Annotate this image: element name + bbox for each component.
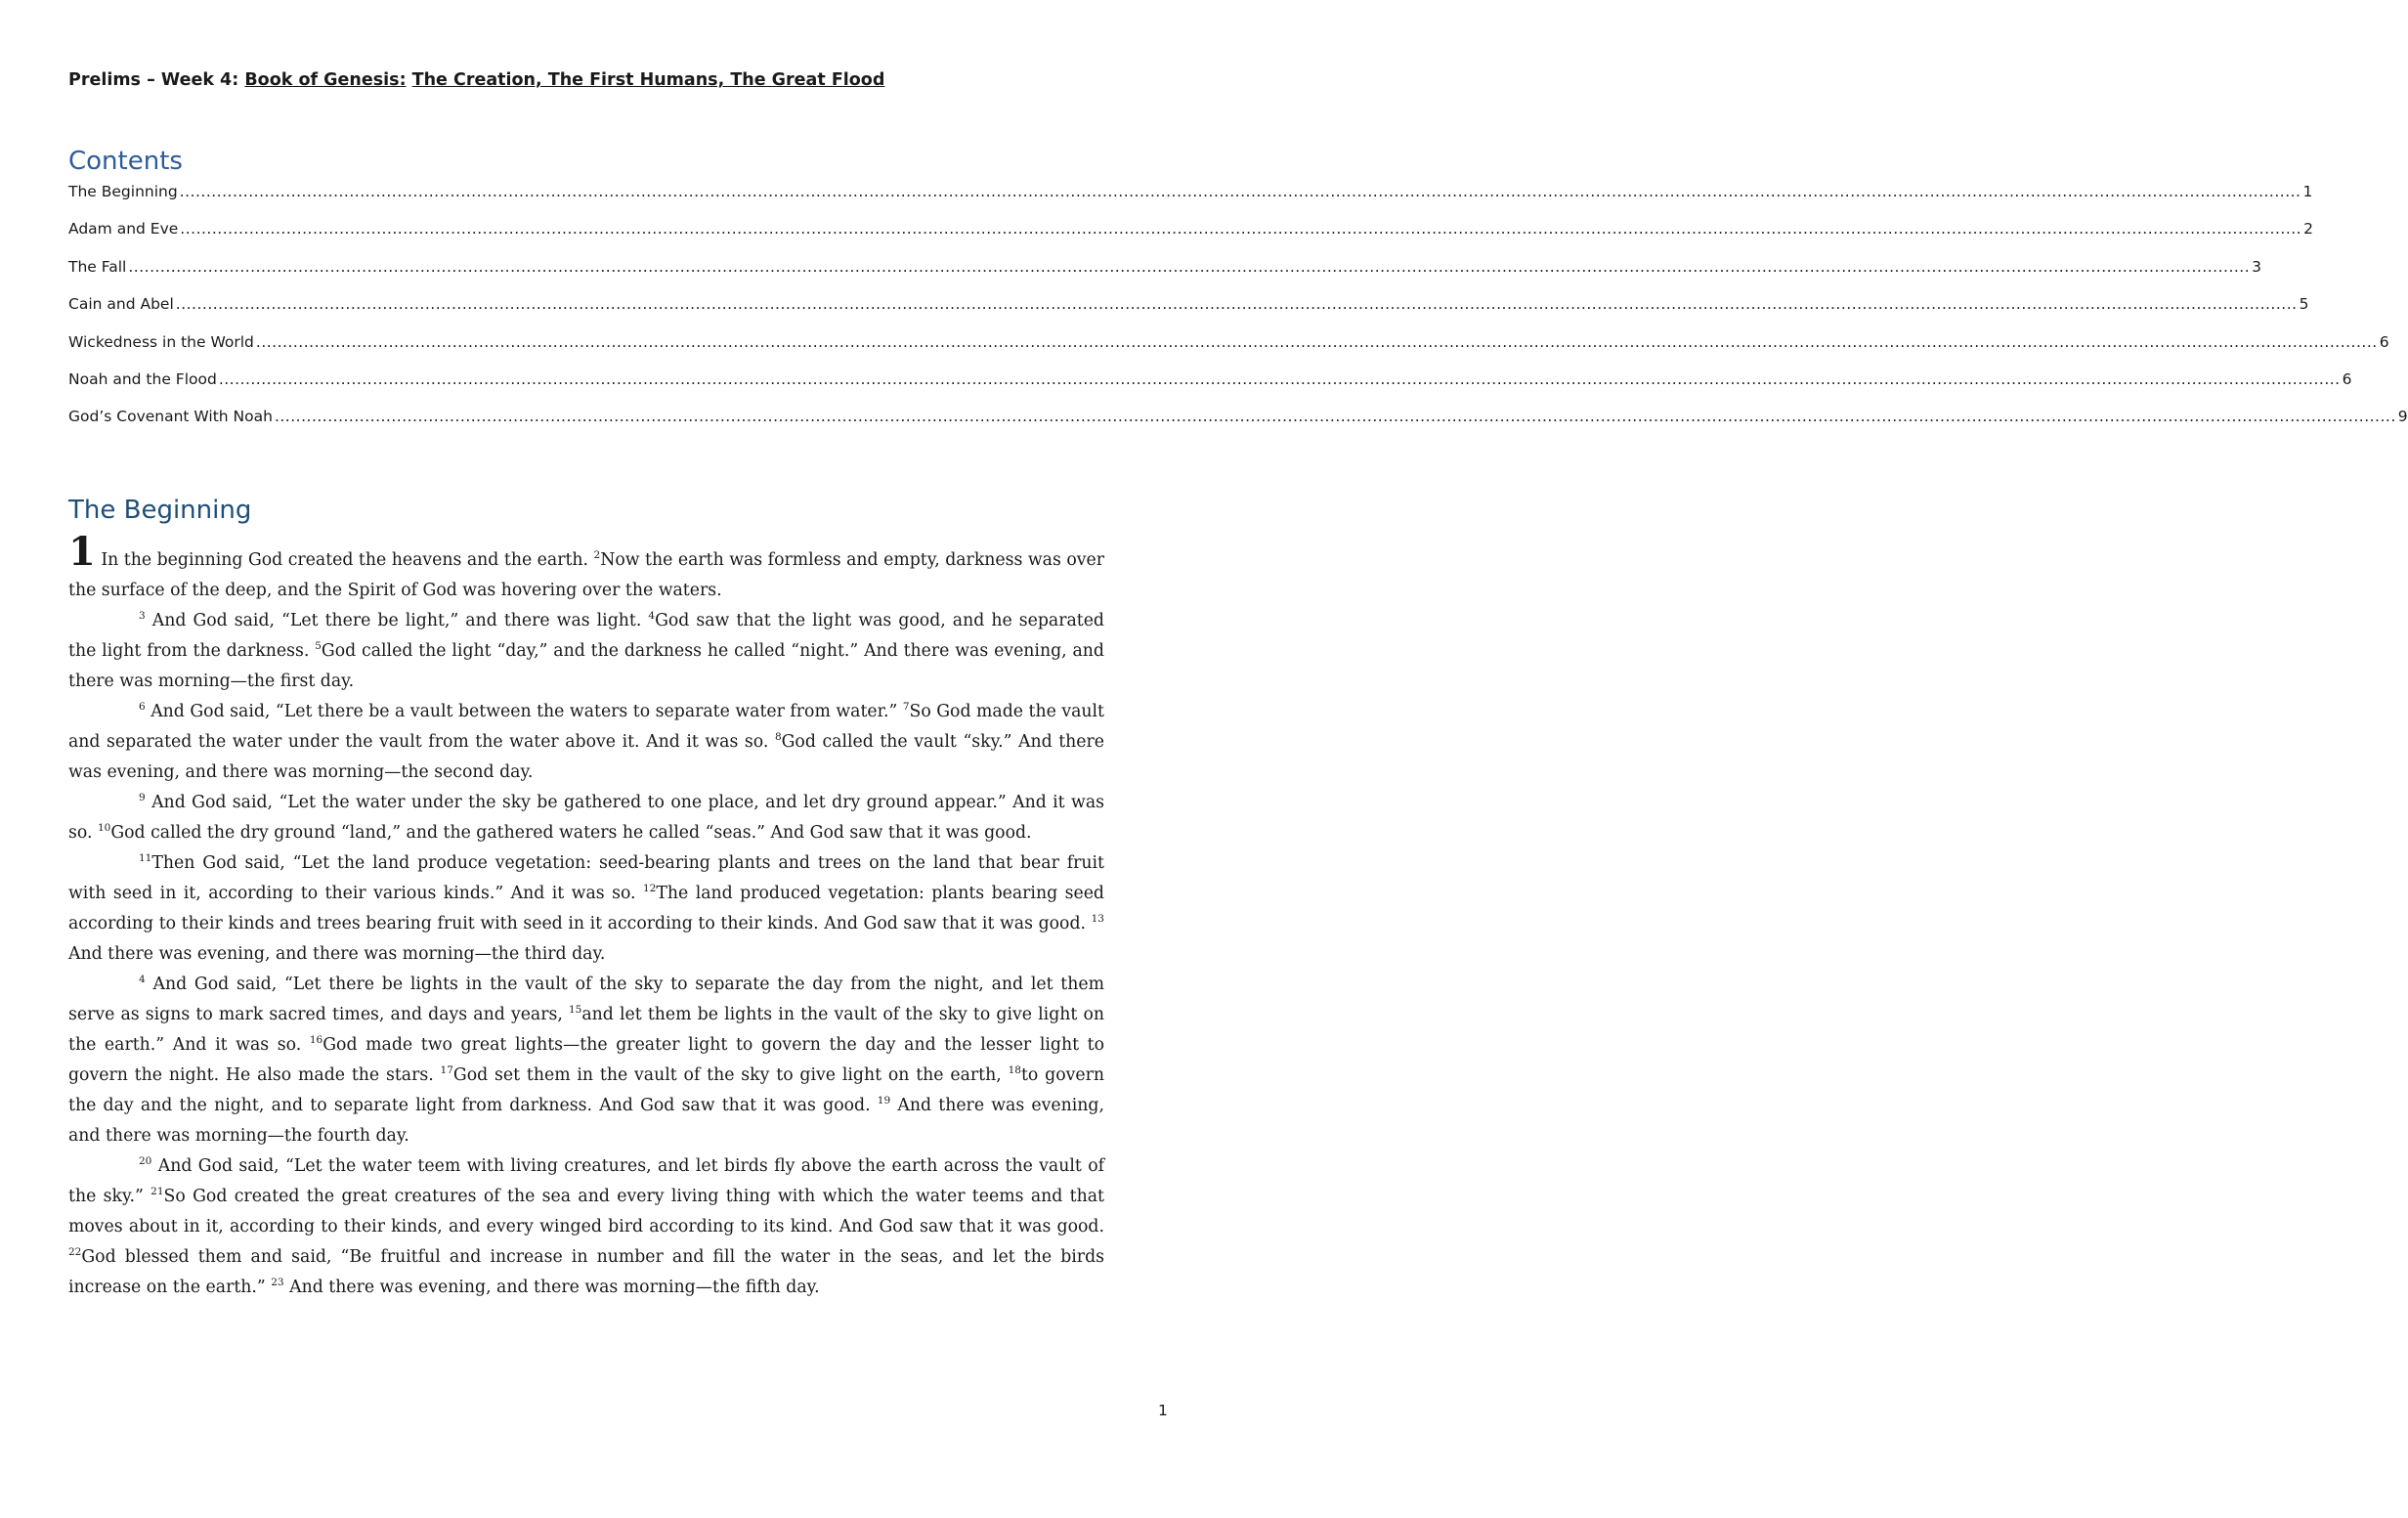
toc-entry[interactable] <box>68 408 2408 445</box>
toc-leader-dots: ................................................................................................................................................................................................................................................................................................................................................................................................................ <box>274 408 2396 426</box>
toc-leader-dots: ................................................................................................................................................................................................................................................................................................................................................................................................................ <box>218 369 2341 388</box>
verse-number: 17 <box>440 1064 453 1077</box>
header-prefix: Prelims – Week 4: <box>68 70 245 90</box>
document-header <box>68 70 884 90</box>
verse-text: God blessed them and said, “Be fruitful and increase in number and fill the water in the seas, and let the birds increase on the earth.” <box>68 1247 1104 1297</box>
toc-leader-dots: ................................................................................................................................................................................................................................................................................................................................................................................................................ <box>175 295 2298 314</box>
verse-number: 8 <box>774 731 782 744</box>
table-of-contents <box>68 183 2408 446</box>
toc-entry-page: 9 <box>2397 408 2408 426</box>
toc-entry-page: 5 <box>2299 295 2309 314</box>
verse-number: 12 <box>642 883 657 895</box>
scripture-body <box>68 529 1105 1303</box>
verse-number: 4 <box>648 610 656 623</box>
verse-number: 6 <box>139 701 146 714</box>
toc-entry-label: Adam and Eve <box>68 220 179 239</box>
section-heading: The Beginning <box>68 496 252 525</box>
verse-text: God called the dry ground “land,” and the gathered waters he called “seas.” And God saw that it was good. <box>110 823 1032 843</box>
verse-text: and let them be lights in the vault of the sky to give light on the earth.” And it was so. <box>68 1005 1104 1055</box>
toc-entry[interactable] <box>68 295 2309 332</box>
verse-number: 11 <box>139 852 152 865</box>
verse-number: 13 <box>1091 913 1104 926</box>
toc-leader-dots: ................................................................................................................................................................................................................................................................................................................................................................................................................ <box>128 257 2251 276</box>
verse-paragraph <box>68 970 1104 1151</box>
verse-number: 18 <box>1008 1064 1021 1077</box>
toc-entry-label: Noah and the Flood <box>68 369 217 388</box>
verse-paragraph <box>68 848 1104 970</box>
verse-text: And there was evening, and there was morning—the fourth day. <box>68 1096 1104 1146</box>
verse-text: And there was evening, and there was morning—the fifth day. <box>283 1278 820 1297</box>
verse-text: Then God said, “Let the land produce vegetation: seed-bearing plants and trees on the land that bear fruit with seed in it, according to their various kinds.” And it was so. <box>68 853 1104 903</box>
verse-text: God called the vault “sky.” And there was evening, and there was morning—the second day. <box>68 732 1104 782</box>
toc-entry[interactable] <box>68 183 2313 220</box>
verse-number: 15 <box>569 1004 582 1017</box>
toc-entry-label: The Fall <box>68 257 127 276</box>
verse-text: So God made the vault and separated the water under the vault from the water above it. And it was so. <box>68 702 1104 752</box>
verse-text: And God said, “Let there be light,” and there was light. <box>145 611 649 630</box>
toc-entry-page: 1 <box>2302 183 2313 200</box>
contents-heading: Contents <box>68 147 183 176</box>
verse-number: 10 <box>97 822 111 835</box>
header-subtitle: The Creation, The First Humans, The Great Flood <box>411 70 885 90</box>
toc-entry-page: 6 <box>2342 369 2352 388</box>
verse-number: 3 <box>139 610 146 623</box>
verse-text: And God said, “Let there be lights in the vault of the sky to separate the day from the night, and let them serve as signs to mark sacred times, and days and years, <box>68 975 1104 1024</box>
verse-number: 16 <box>309 1034 323 1047</box>
verse-text: God made two great lights—the greater light to govern the day and the lesser light to govern the night. He also made the stars. <box>68 1035 1104 1085</box>
verse-number: 7 <box>902 701 910 714</box>
verse-number: 21 <box>150 1186 164 1198</box>
verse-number: 19 <box>877 1095 891 1107</box>
toc-entry[interactable] <box>68 257 2262 295</box>
verse-number: 4 <box>139 974 146 986</box>
verse-text: So God created the great creatures of the sea and every living thing with which the water teems and that moves about in it, according to their kinds, and every winged bird according to its kind. And God saw that it was good. <box>68 1187 1104 1236</box>
toc-leader-dots: ................................................................................................................................................................................................................................................................................................................................................................................................................ <box>255 332 2378 351</box>
verse-number: 23 <box>271 1277 284 1289</box>
verse-text: Now the earth was formless and empty, darkness was over the surface of the deep, and the Spirit of God was hovering over the waters. <box>68 550 1105 600</box>
verse-text: The land produced vegetation: plants bearing seed according to their kinds and trees bearing fruit with seed in it according to their kinds. And God saw that it was good. <box>68 884 1104 933</box>
verse-text: God saw that the light was good, and he separated the light from the darkness. <box>68 611 1104 661</box>
verse-text: And there was evening, and there was morning—the third day. <box>68 944 606 964</box>
toc-entry-page: 3 <box>2252 257 2262 276</box>
toc-entry-label: Wickedness in the World <box>68 332 254 351</box>
verse-paragraph <box>68 529 1105 606</box>
verse-number: 9 <box>139 792 146 804</box>
verse-text: to govern the day and the night, and to separate light from darkness. And God saw that it was good. <box>68 1065 1104 1115</box>
verse-text: God called the light “day,” and the darkness he called “night.” And there was evening, and there was morning—the first day. <box>68 641 1104 691</box>
toc-entry-label: Cain and Abel <box>68 295 174 314</box>
toc-leader-dots: ................................................................................................................................................................................................................................................................................................................................................................................................................ <box>179 183 2301 200</box>
document-page <box>68 0 2408 1518</box>
header-book: Book of Genesis: <box>244 70 407 90</box>
verse-number: 20 <box>139 1155 152 1168</box>
verse-number: 5 <box>315 640 322 653</box>
toc-leader-dots: ................................................................................................................................................................................................................................................................................................................................................................................................................ <box>180 220 2302 239</box>
verse-paragraph <box>68 788 1104 848</box>
verse-number: 22 <box>68 1246 82 1259</box>
verse-paragraph <box>68 1151 1104 1303</box>
toc-entry[interactable] <box>68 220 2313 257</box>
verse-text: God set them in the vault of the sky to give light on the earth, <box>452 1065 1009 1085</box>
chapter-number: 1 <box>68 529 96 575</box>
toc-entry-label: God’s Covenant With Noah <box>68 408 273 426</box>
toc-entry-label: The Beginning <box>68 183 178 200</box>
verse-text: And God said, “Let the water teem with living creatures, and let birds fly above the earth across the vault of the sky.” <box>68 1156 1104 1206</box>
verse-paragraph <box>68 606 1104 697</box>
verse-number: 2 <box>593 549 601 562</box>
page-number: 1 <box>1158 1402 1168 1419</box>
toc-entry-page: 6 <box>2379 332 2389 351</box>
verse-text: And God said, “Let there be a vault between the waters to separate water from water.” <box>145 702 903 721</box>
toc-entry[interactable] <box>68 369 2352 408</box>
verse-text: In the beginning God created the heavens and the earth. <box>95 550 594 570</box>
verse-paragraph <box>68 697 1104 788</box>
toc-entry-page: 2 <box>2303 220 2313 239</box>
verse-text: And God said, “Let the water under the sky be gathered to one place, and let dry ground appear.” And it was so. <box>68 793 1104 843</box>
toc-entry[interactable] <box>68 332 2389 370</box>
